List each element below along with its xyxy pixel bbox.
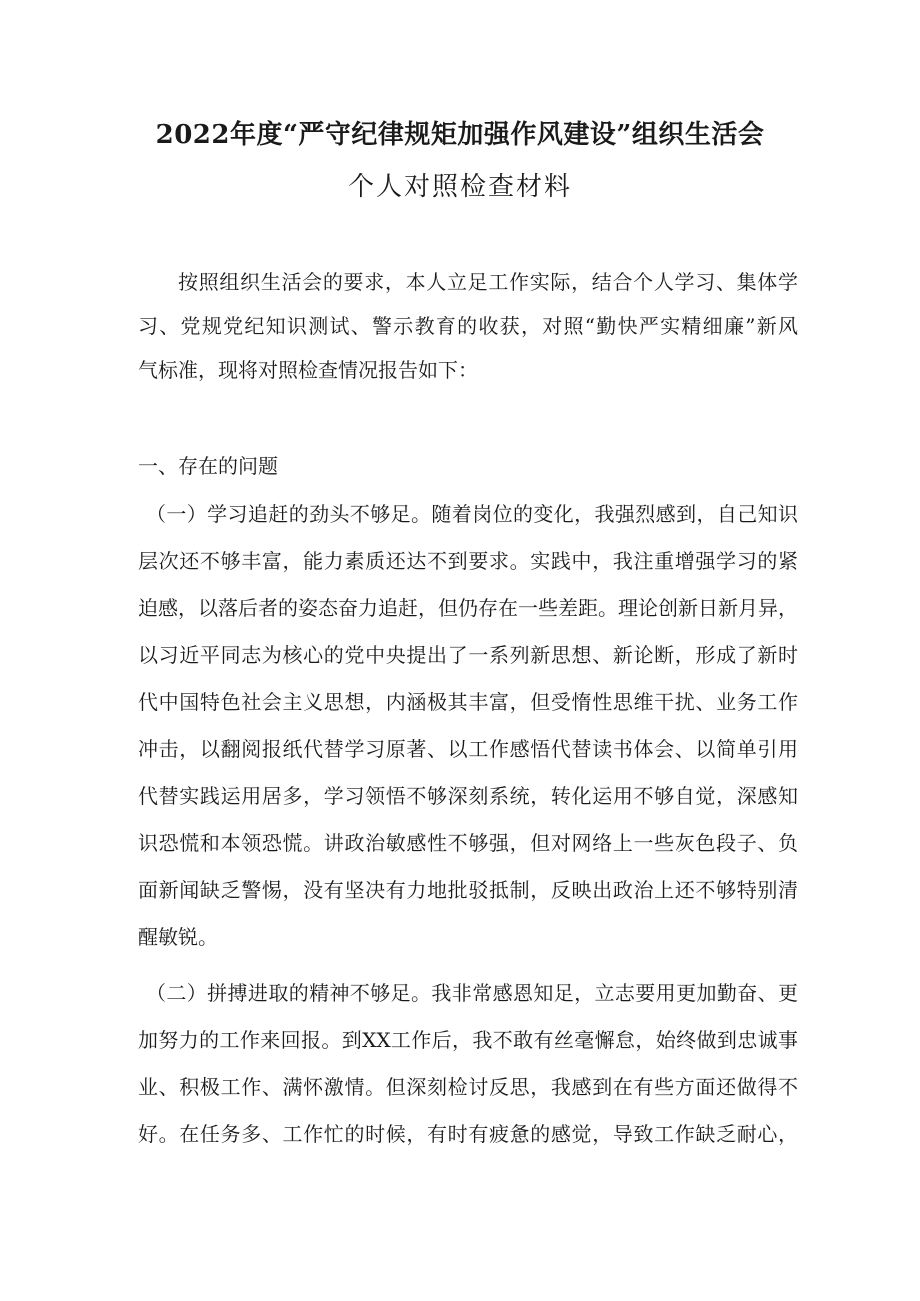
paragraph-line: 冲击，以翻阅报纸代替学习原著、以工作感悟代替读书体会、以简单引用 xyxy=(138,737,798,761)
intro-line: 气标准，现将对照检查情况报告如下： xyxy=(138,358,478,382)
paragraph-line: 代替实践运用居多，学习领悟不够深刻系统，转化运用不够自觉，深感知 xyxy=(138,784,798,808)
intro-line: 按照组织生活会的要求，本人立足工作实际，结合个人学习、集体学 xyxy=(178,270,798,294)
paragraph-line: 迫感，以落后者的姿态奋力追赶，但仍存在一些差距。理论创新日新月异， xyxy=(138,596,798,620)
paragraph-line: 识恐慌和本领恐慌。讲政治敏感性不够强，但对网络上一些灰色段子、负 xyxy=(138,831,798,855)
document-title-line-2: 个人对照检查材料 xyxy=(347,172,572,202)
paragraph-line: 层次还不够丰富，能力素质还达不到要求。实践中，我注重增强学习的紧 xyxy=(138,549,798,573)
intro-line: 习、党规党纪知识测试、警示教育的收获，对照“勤快严实精细廉”新风 xyxy=(138,314,798,338)
paragraph-line: 业、积极工作、满怀激情。但深刻检讨反思，我感到在有些方面还做得不 xyxy=(138,1075,798,1099)
paragraph-line: 醒敏锐。 xyxy=(138,925,218,949)
paragraph-line: （二）拼搏进取的精神不够足。我非常感恩知足，立志要用更加勤奋、更 xyxy=(146,981,798,1005)
paragraph-line: 加努力的工作来回报。到XX工作后，我不敢有丝毫懈怠，始终做到忠诚事 xyxy=(138,1028,798,1052)
paragraph-line: 以习近平同志为核心的党中央提出了一系列新思想、新论断，形成了新时 xyxy=(138,643,798,667)
paragraph-line: 好。在任务多、工作忙的时候，有时有疲惫的感觉，导致工作缺乏耐心， xyxy=(138,1122,798,1146)
document-title-line-1: 2022年度“严守纪律规矩加强作风建设”组织生活会 xyxy=(155,120,765,150)
paragraph-line: 代中国特色社会主义思想，内涵极其丰富，但受惰性思维干扰、业务工作 xyxy=(138,690,798,714)
paragraph-line: 面新闻缺乏警惕，没有坚决有力地批驳抵制，反映出政治上还不够特别清 xyxy=(138,878,798,902)
paragraph-line: （一）学习追赶的劲头不够足。随着岗位的变化，我强烈感到，自己知识 xyxy=(146,502,798,526)
section-heading: 一、存在的问题 xyxy=(138,454,278,478)
